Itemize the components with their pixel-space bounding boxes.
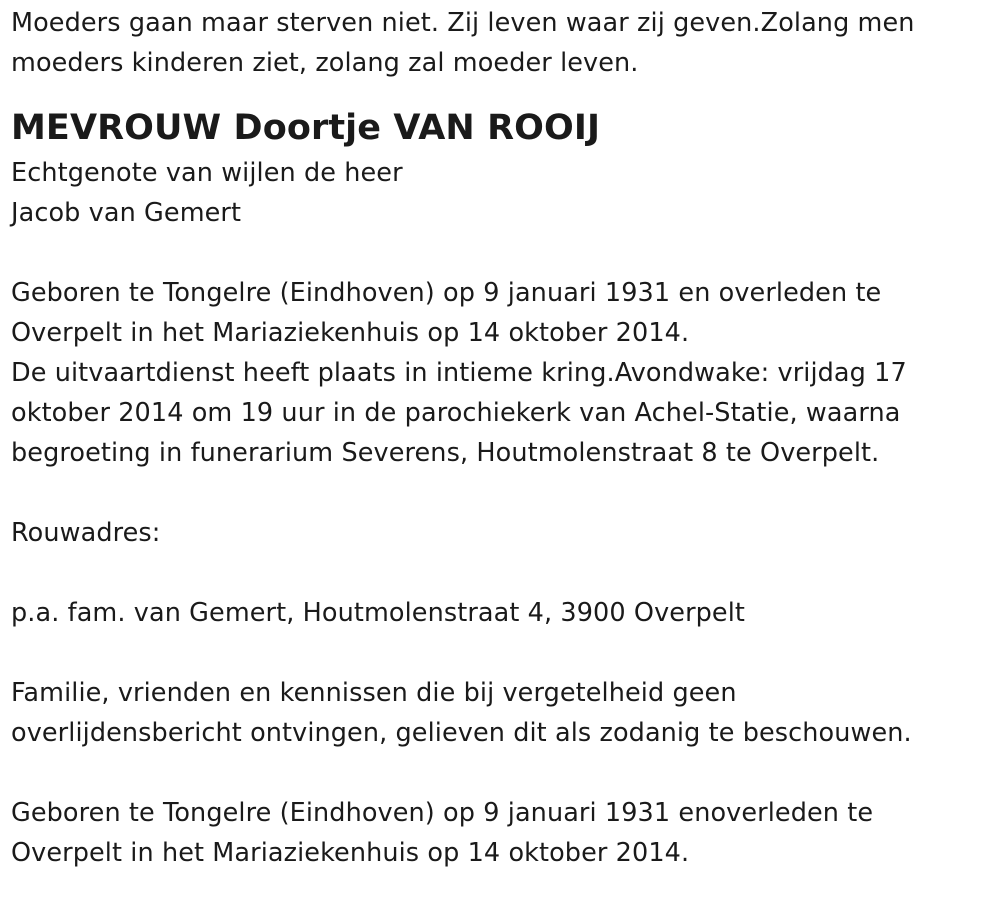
service-line: oktober 2014 om 19 uur in de parochiekerk van Achel-Statie, waarna: [11, 398, 901, 428]
notice-line: overlijdensbericht ontvingen, gelieven dit als zodanig te beschouwen.: [11, 718, 912, 748]
quote-line: moeders kinderen ziet, zolang zal moeder leven.: [11, 48, 639, 78]
obituary-document: [11, 3, 991, 873]
birth-death-line: Geboren te Tongelre (Eindhoven) op 9 januari 1931 en overleden te: [11, 278, 882, 308]
birth-death-repeat-line: Overpelt in het Mariaziekenhuis op 14 oktober 2014.: [11, 838, 690, 868]
quote-line: Moeders gaan maar sterven niet. Zij leven waar zij geven.Zolang men: [11, 8, 915, 38]
quote-paragraph: [11, 3, 991, 83]
service-paragraph: [11, 353, 991, 473]
spouse-line: Echtgenote van wijlen de heer: [11, 158, 403, 188]
birth-death-line: Overpelt in het Mariaziekenhuis op 14 oktober 2014.: [11, 318, 690, 348]
spacer: [11, 753, 991, 793]
deceased-name-heading: MEVROUW Doortje VAN ROOIJ: [11, 108, 601, 148]
notice-line: Familie, vrienden en kennissen die bij vergetelheid geen: [11, 678, 737, 708]
spacer: [11, 473, 991, 513]
spouse-line: Jacob van Gemert: [11, 198, 242, 228]
service-line: begroeting in funerarium Severens, Houtmolenstraat 8 te Overpelt.: [11, 438, 880, 468]
spacer: [11, 633, 991, 673]
service-line: De uitvaartdienst heeft plaats in intieme kring.Avondwake: vrijdag 17: [11, 358, 907, 388]
birth-death-repeat-paragraph: [11, 793, 991, 873]
mourning-address: p.a. fam. van Gemert, Houtmolenstraat 4, 3900 Overpelt: [11, 598, 746, 628]
address-label: Rouwadres:: [11, 518, 161, 548]
birth-death-paragraph: [11, 273, 991, 353]
notice-paragraph: [11, 673, 991, 753]
spacer: [11, 233, 991, 273]
spacer: [11, 553, 991, 593]
spouse-paragraph: [11, 153, 991, 233]
birth-death-repeat-line: Geboren te Tongelre (Eindhoven) op 9 januari 1931 enoverleden te: [11, 798, 874, 828]
